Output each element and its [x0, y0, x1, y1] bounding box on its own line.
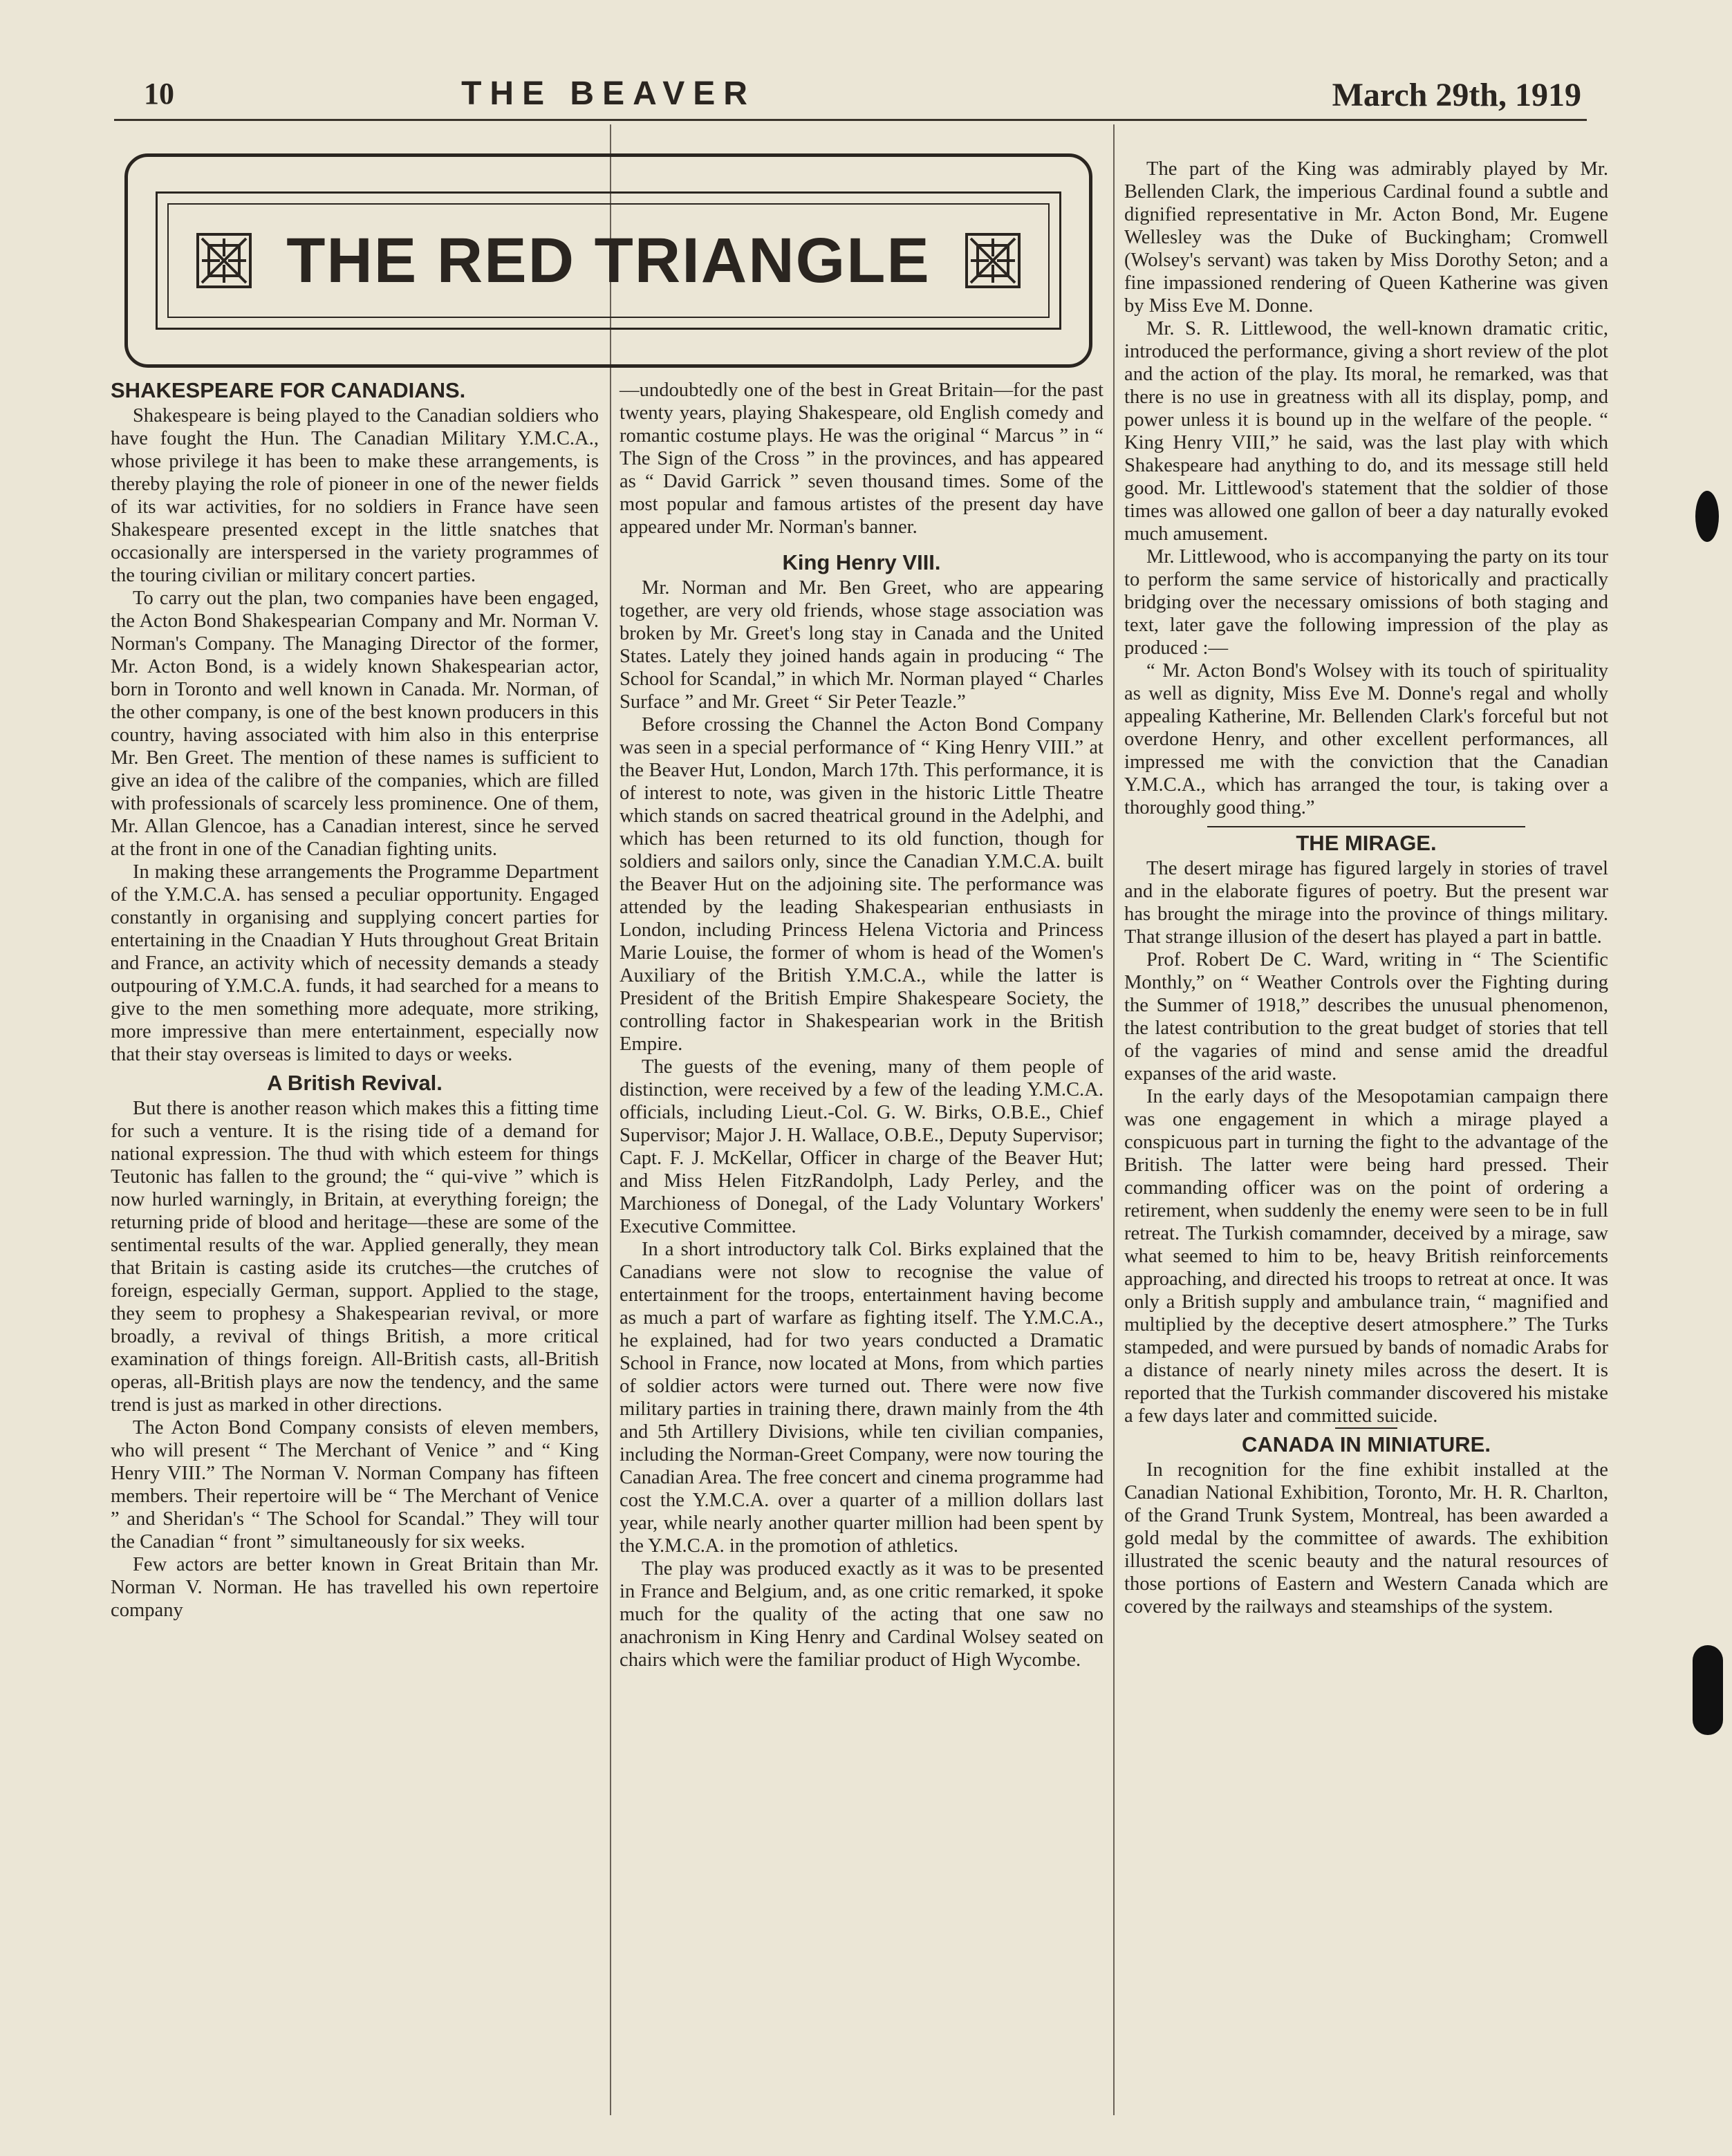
celtic-knot-icon	[196, 233, 252, 288]
publication-title: THE BEAVER	[461, 75, 756, 112]
section-banner	[124, 153, 1092, 368]
paragraph: The play was produced exactly as it was to be presented in France and Belgium, and, as one critic remarked, it spoke much for the quality of the acting that one saw no anachronism in King Henry and Cardinal Wolsey seated on chairs which were the familiar product of High Wycombe.	[620, 1558, 1104, 1671]
page-header	[0, 69, 1732, 124]
banner-inner-frame	[167, 203, 1050, 318]
column-divider-1	[610, 124, 611, 2115]
banner-frame	[156, 191, 1061, 330]
section-separator	[1207, 826, 1525, 827]
paragraph: Mr. S. R. Littlewood, the well-known dramatic critic, introduced the performance, giving a short review of the plot and the action of the play. Its moral, he remarked, was that there is no use in greatness with all its display, pomp, and power unless it is bound up in the welfare of the people. “ King Henry VIII,” he said, was the last play with which Shakespeare had anything to do, and its message still held good. Mr. Littlewood's statement that the soldier of those times was allowed one gallon of beer a day naturally evoked much amusement.	[1124, 318, 1608, 545]
paragraph: “ Mr. Acton Bond's Wolsey with its touch of spirituality as well as dignity, Miss Eve M. Donne's regal and wholly appealing Katherine, Mr. Bellenden Clark's forceful but not overdone Henry, and other excellent performances, all impressed me with the conviction that the Canadian Y.M.C.A., which has arranged the tour, is taking over a thoroughly good thing.”	[1124, 660, 1608, 818]
sub-heading: A British Revival.	[267, 1071, 443, 1095]
paragraph: Few actors are better known in Great Britain than Mr. Norman V. Norman. He has travelled his own repertoire company	[111, 1554, 599, 1621]
column-2	[620, 379, 1104, 1671]
article-heading: THE MIRAGE.	[1296, 831, 1437, 855]
paragraph: The part of the King was admirably played by Mr. Bellenden Clark, the imperious Cardinal found a subtle and dignified representative in Mr. Acton Bond, Mr. Eugene Wellesley was the Duke of Buckingham; Cromwell (Wolsey's servant) was taken by Miss Dorothy Seton; and a fine impassioned rendering of Queen Katherine was given by Miss Eve M. Donne.	[1124, 158, 1608, 317]
article-heading: SHAKESPEARE FOR CANADIANS.	[111, 378, 466, 402]
paragraph: —undoubtedly one of the best in Great Britain—for the past twenty years, playing Shakespeare, old English comedy and romantic costume plays. He was the original “ Marcus ” in “ The Sign of the Cross ” in the provinces, and has appeared as “ David Garrick ” seven thousand times. Some of the most popular and famous artistes of the present day have appeared under Mr. Norman's banner.	[620, 379, 1104, 538]
section-title: THE RED TRIANGLE	[286, 225, 931, 296]
paragraph: The desert mirage has figured largely in stories of travel and in the elaborate figures of poetry. But the present war has brought the mirage into the province of things military. That strange illusion of the desert has played a part in battle.	[1124, 858, 1608, 948]
sub-heading: King Henry VIII.	[782, 550, 941, 574]
paragraph: Prof. Robert De C. Ward, writing in “ The Scientific Monthly,” on “ Weather Controls over the Fighting during the Summer of 1918,” describes the unusual phenomenon, the latest contribution to the great budget of stories that tell of the vagaries of mind and sense amid the dreadful expanses of the arid waste.	[1124, 949, 1608, 1085]
paragraph: In making these arrangements the Programme Department of the Y.M.C.A. has sensed a peculiar opportunity. Engaged constantly in organising and supplying concert parties for entertaining in the Cnaadian Y Huts throughout Great Britain and France, an activity which of necessity demands a steady outpouring of Y.M.C.A. funds, it had searched for a means to give to the men something more adequate, more striking, more impressive than mere entertainment, especially now that their stay overseas is limited to days or weeks.	[111, 861, 599, 1065]
paragraph: Mr. Norman and Mr. Ben Greet, who are appearing together, are very old friends, whose stage association was broken by Mr. Greet's long stay in Canada and the United States. Lately they joined hands again in producing “ The School for Scandal,” in which Mr. Norman played “ Charles Surface ” and Mr. Greet “ Sir Peter Teazle.”	[620, 577, 1104, 713]
paragraph: In the early days of the Mesopotamian campaign there was one engagement in which a mirage played a conspicuous part in turning the fight to the advantage of the British. The latter were being hard pressed. Their commanding officer was on the point of ordering a retirement, when suddenly the enemy were seen to be in full retreat. The Turkish comamnder, deceived by a mirage, saw what seemed to him to be, heavy British reinforcements approaching, and directed his troops to retreat at once. It was only a British supply and ambulance train, “ magnified and multiplied by the deceptive desert atmosphere.” The Turks stampeded, and were pursued by bands of nomadic Arabs for a distance of nearly ninety miles across the desert. It is reported that the Turkish commander discovered his mistake a few days later and committed suicide.	[1124, 1086, 1608, 1427]
page-number: 10	[144, 77, 174, 111]
section-separator	[1335, 1427, 1397, 1429]
header-rule	[114, 119, 1587, 121]
paragraph: To carry out the plan, two companies have been engaged, the Acton Bond Shakespearian Company and Mr. Norman V. Norman's Company. The Managing Director of the former, Mr. Acton Bond, is a widely known Shakespearian actor, born in Toronto and well known in Canada. Mr. Norman, of the other company, is one of the best known producers in this country, having associated with him also in this enterprise Mr. Ben Greet. The mention of these names is sufficient to give an idea of the calibre of the companies, which are filled with professionals of scarcely less prominence. One of them, Mr. Allan Glencoe, has a Canadian interest, since he served at the front in one of the Canadian fighting units.	[111, 588, 599, 860]
article-heading: CANADA IN MINIATURE.	[1242, 1432, 1491, 1456]
celtic-knot-icon	[965, 233, 1021, 288]
binding-hole	[1693, 1645, 1723, 1735]
paragraph: In recognition for the fine exhibit installed at the Canadian National Exhibition, Toronto, Mr. H. R. Charlton, of the Grand Trunk System, Montreal, has been awarded a gold medal by the committee of awards. The exhibition illustrated the scenic beauty and the natural resources of those portions of Eastern and Western Canada which are covered by the railways and steamships of the system.	[1124, 1459, 1608, 1618]
binding-hole	[1695, 491, 1719, 542]
paragraph: The Acton Bond Company consists of eleven members, who will present “ The Merchant of Venice ” and “ King Henry VIII.” The Norman V. Norman Company has fifteen members. Their repertoire will be “ The Merchant of Venice ” and Sheridan's “ The School for Scandal.” They will tour the Canadian “ front ” simultaneously for six weeks.	[111, 1417, 599, 1553]
paragraph: In a short introductory talk Col. Birks explained that the Canadians were not slow to recognise the value of entertainment for the troops, entertainment having become as much a part of warfare as fighting itself. The Y.M.C.A., he explained, had for two years conducted a Dramatic School in France, now located at Mons, from which parties of soldier actors were turned out. There were now five military parties in training there, drawn mainly from the 4th and 5th Artillery Divisions, while ten civilian companies, including the Norman-Greet Company, were now touring the Canadian Area. The free concert and cinema programme had cost the Y.M.C.A. over a quarter of a million dollars last year, while nearly another quarter million had been spent by the Y.M.C.A. in the promotion of athletics.	[620, 1239, 1104, 1557]
column-divider-2	[1113, 124, 1115, 2115]
paragraph: Before crossing the Channel the Acton Bond Company was seen in a special performance of “ King Henry VIII.” at the Beaver Hut, London, March 17th. This performance, it is of interest to note, was given in the historic Little Theatre which stands on sacred theatrical ground in the Adelphi, and which has been returned to its old function, though for soldiers and sailors only, since the Canadian Y.M.C.A. built the Beaver Hut on the adjoining site. The performance was attended by the leading Shakespearian enthusiasts in London, including Princess Helena Victoria and Princess Marie Louise, the former of whom is head of the Women's Auxiliary of the British Y.M.C.A., while the latter is President of the British Empire Shakespeare Society, the controlling factor in Shakespearian work in the British Empire.	[620, 714, 1104, 1055]
issue-date: March 29th, 1919	[1332, 77, 1581, 113]
paragraph: Shakespeare is being played to the Canadian soldiers who have fought the Hun. The Canadian Military Y.M.C.A., whose privilege it has been to make these arrangements, is thereby playing the role of pioneer in one of the newer fields of its war activities, for no soldiers in France have seen Shakespeare presented except in the little snatches that occasionally are interspersed in the variety programmes of the touring civilian or military concert parties.	[111, 405, 599, 586]
column-1	[111, 379, 599, 1622]
paragraph: Mr. Littlewood, who is accompanying the party on its tour to perform the same service of historically and practically bridging over the necessary omissions of both staging and text, later gave the following impression of the play as produced :—	[1124, 546, 1608, 659]
paragraph: But there is another reason which makes this a fitting time for such a venture. It is the rising tide of a demand for national expression. The thud with which esteem for things Teutonic has fallen to the ground; the “ qui-vive ” which is now hurled warningly, in Britain, at everything foreign; the returning pride of blood and heritage—these are some of the sentimental results of the war. Applied generally, they mean that Britain is casting aside its crutches—the crutches of foreign, especially German, support. Applied to the stage, they seem to prophesy a Shakespearian revival, or more broadly, a revival of things British, a more critical examination of things foreign. All-British casts, all-British operas, all-British plays are now the tendency, and the same trend is just as marked in other directions.	[111, 1098, 599, 1416]
column-3	[1124, 158, 1608, 1618]
paragraph: The guests of the evening, many of them people of distinction, were received by a few of the leading Y.M.C.A. officials, including Lieut.-Col. G. W. Birks, O.B.E., Chief Supervisor; Major J. H. Wallace, O.B.E., Deputy Supervisor; Capt. F. J. McKellar, Officer in charge of the Beaver Hut; and Miss Helen FitzRandolph, Lady Perley, and the Marchioness of Donegal, of the Lady Voluntary Workers' Executive Committee.	[620, 1056, 1104, 1237]
